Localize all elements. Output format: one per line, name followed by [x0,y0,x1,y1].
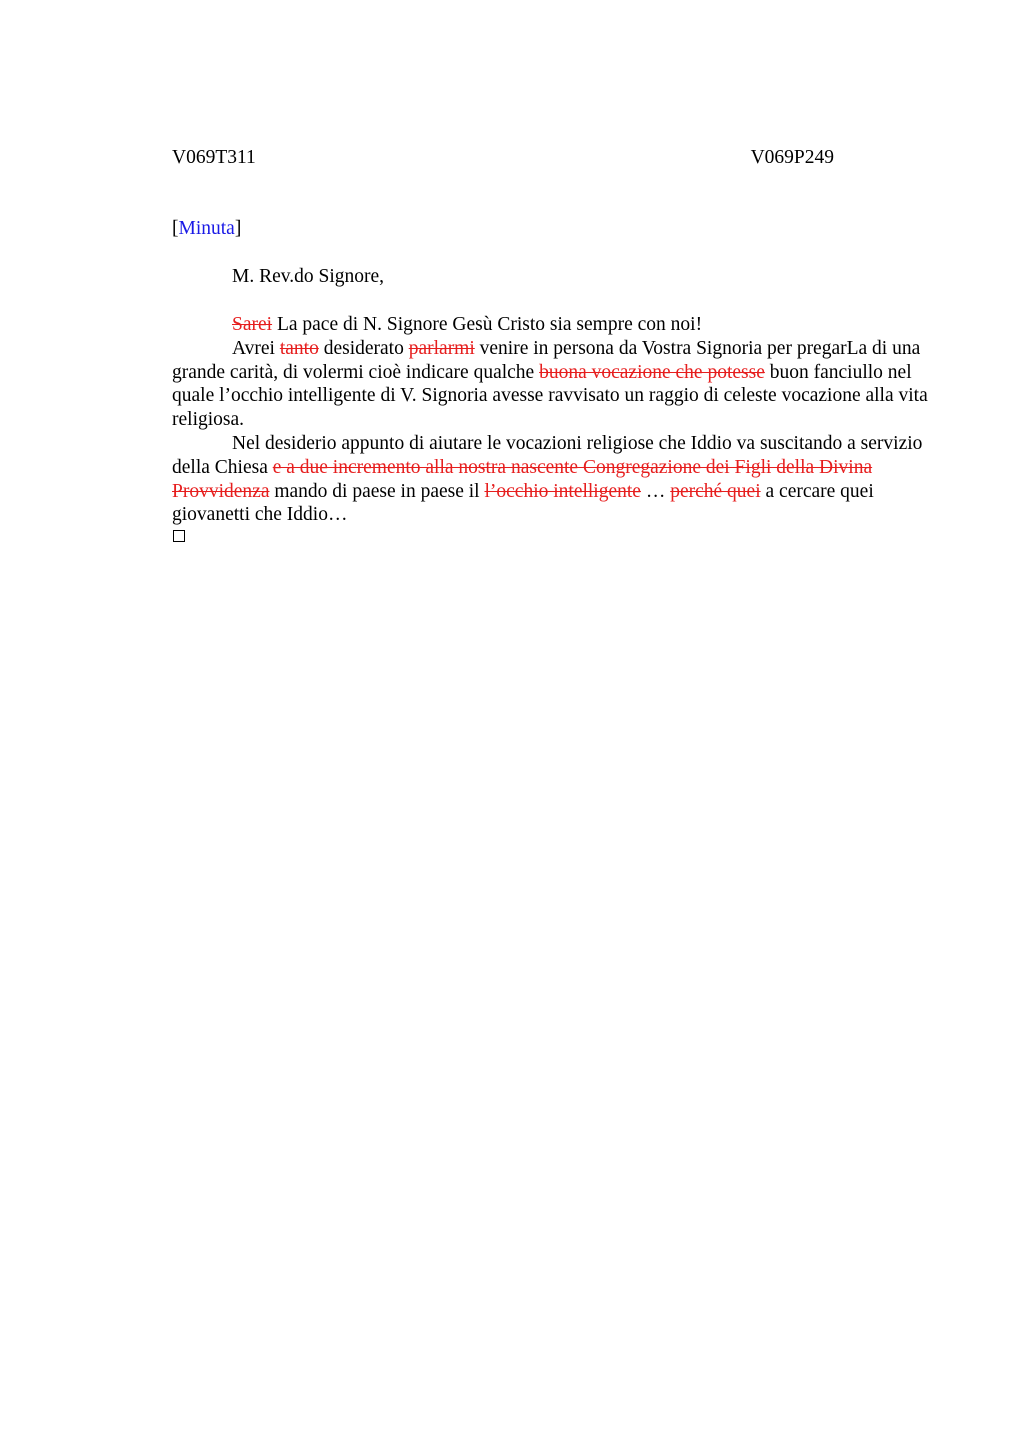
close-bracket: ] [234,218,242,239]
text-segment: desiderato [318,337,409,359]
deleted-text: perché quei [670,480,761,502]
salutation: M. Rev.do Signore, [232,266,385,287]
text-segment: Nel desiderio appunto di aiutare le vocazioni religiose che Iddio va suscitando a servizio della Chiesa [172,432,923,478]
minuta-label [172,217,241,241]
open-bracket: [ [172,218,179,239]
text-segment: venire in persona da Vostra Signoria per pregarLa di una grande carità, di volermi cioè indicare qualche [172,337,921,383]
text-segment: buon fanciullo nel quale l’occhio intelligente di V. Signoria avesse ravvisato un raggio di celeste vocazione alla vita religiosa. [172,361,928,431]
paragraph-2 [172,337,928,432]
deleted-text: parlarmi [408,337,475,359]
text-segment: … [640,480,671,502]
document-code-right: V069P249 [750,147,834,168]
deleted-text: e a due incremento alla nostra nascente Congregazione dei Figli della Divina Provvidenza [172,456,873,502]
deleted-text: Sarei [232,314,273,335]
header-codes [172,146,834,170]
text-segment: mando di paese in paese il [269,480,485,502]
deleted-text: buona vocazione che potesse [539,361,765,383]
text-segment: a cercare quei giovanetti che Iddio… [172,480,874,526]
paragraph-1 [172,313,928,337]
document-code-left: V069T311 [172,147,256,168]
letter-body [172,313,928,527]
text-segment: Avrei [232,337,280,359]
paragraph-3 [172,432,928,527]
text-segment: La pace di N. Signore Gesù Cristo sia sempre con noi! [272,314,703,335]
minuta-word: Minuta [178,218,235,239]
empty-square-icon [173,530,185,542]
deleted-text: l’occhio intelligente [484,480,641,502]
deleted-text: tanto [279,337,319,359]
